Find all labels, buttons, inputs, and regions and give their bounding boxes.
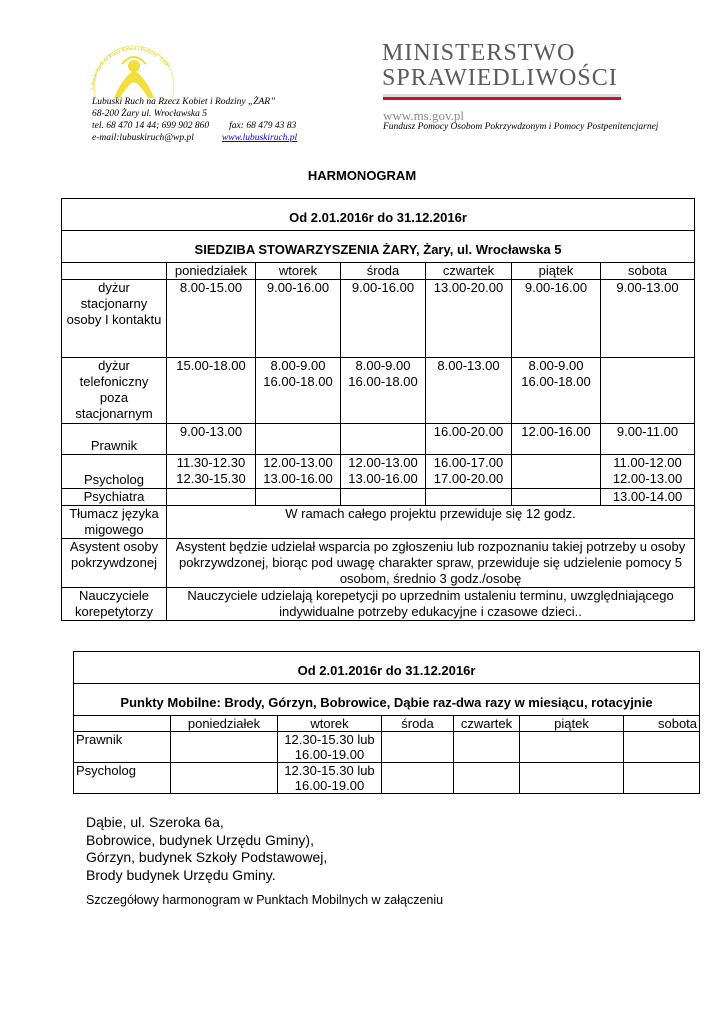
time-cell xyxy=(171,763,278,794)
time-cell: 12.00-13.00 13.00-16.00 xyxy=(256,455,341,489)
time-cell xyxy=(512,489,601,506)
table-row xyxy=(62,539,695,588)
time-cell: 11.30-12.30 12.30-15.30 xyxy=(167,455,256,489)
time-cell: 15.00-18.00 xyxy=(167,358,256,424)
row-label: dyżur stacjonarny osoby I kontaktu xyxy=(62,280,167,358)
org-address: 68-200 Żary ul. Wrocławska 5 xyxy=(92,109,207,119)
corner-cell xyxy=(62,263,167,280)
time-cell: 13.00-20.00 xyxy=(426,280,512,358)
time-cell xyxy=(454,732,520,763)
time-cell: 12.00-13.00 13.00-16.00 xyxy=(341,455,426,489)
table-row xyxy=(62,424,695,455)
time-cell: 13.00-14.00 xyxy=(601,489,695,506)
time-cell: 8.00-9.00 16.00-18.00 xyxy=(512,358,601,424)
time-cell xyxy=(256,489,341,506)
time-cell: 9.00-13.00 xyxy=(601,280,695,358)
time-cell xyxy=(341,424,426,455)
day-header-1: wtorek xyxy=(278,716,382,732)
table-row xyxy=(62,358,695,424)
time-cell xyxy=(382,732,454,763)
period-header: Od 2.01.2016r do 31.12.2016r xyxy=(62,199,695,231)
mobile-location-header: Punkty Mobilne: Brody, Górzyn, Bobrowice, Dąbie raz-dwa razy w miesiącu, rotacyjnie xyxy=(74,684,700,716)
span-cell: Nauczyciele udzielają korepetycji po uprzednim ustaleniu terminu, uwzględniającego indywidualne potrzeby edukacyjne i czasowe dzieci.. xyxy=(167,588,695,621)
location-item: Górzyn, budynek Szkoły Podstawowej, xyxy=(86,849,328,865)
time-cell xyxy=(512,455,601,489)
time-cell xyxy=(382,763,454,794)
table-row xyxy=(74,763,700,794)
corner-cell xyxy=(74,716,171,732)
table-row xyxy=(62,280,695,358)
schedule-table-mobile xyxy=(73,651,700,794)
row-label: Psycholog xyxy=(74,763,171,794)
time-cell xyxy=(426,489,512,506)
day-header-0: poniedziałek xyxy=(167,263,256,280)
time-cell: 9.00-11.00 xyxy=(601,424,695,455)
org-logo xyxy=(84,38,184,100)
mobile-days-header-row xyxy=(74,716,700,732)
time-cell xyxy=(341,489,426,506)
ministry-url: www.ms.gov.pl xyxy=(383,108,465,123)
row-label: Prawnik xyxy=(74,732,171,763)
table-row xyxy=(62,455,695,489)
page-title: HARMONOGRAM xyxy=(307,168,417,183)
time-cell xyxy=(171,732,278,763)
schedule-table-office xyxy=(61,198,695,621)
time-cell: 8.00-9.00 16.00-18.00 xyxy=(341,358,426,424)
time-cell: 12.30-15.30 lub 16.00-19.00 xyxy=(278,732,382,763)
table-row xyxy=(74,732,700,763)
span-cell: W ramach całego projektu przewiduje się 12 godz. xyxy=(167,506,695,539)
time-cell: 11.00-12.00 12.00-13.00 xyxy=(601,455,695,489)
day-header-4: piątek xyxy=(520,716,624,732)
time-cell: 9.00-16.00 xyxy=(256,280,341,358)
time-cell xyxy=(454,763,520,794)
time-cell: 8.00-15.00 xyxy=(167,280,256,358)
table-row xyxy=(62,506,695,539)
org-contact-block xyxy=(92,96,297,144)
svg-text:Lubuski Ruch na Rzecz Kobiet i: Lubuski Ruch na Rzecz Kobiet i Rodziny "ŻAR" xyxy=(89,45,171,91)
time-cell: 9.00-16.00 xyxy=(512,280,601,358)
span-cell: Asystent będzie udzielał wsparcia po zgłoszeniu lub rozpoznaniu takiej potrzeby u osoby pokrzywdzonej, biorąc pod uwagę charakter spraw, przewiduje się udzielenie pomocy 5 osobom, średnio 3 godz./osobę xyxy=(167,539,695,588)
mobile-locations-list xyxy=(86,814,327,884)
org-fax: fax: 68 479 43 83 xyxy=(229,121,297,131)
day-header-5: sobota xyxy=(601,263,695,280)
fund-name: Fundusz Pomocy Osobom Pokrzywdzonym i Pomocy Postpenitencjarnej xyxy=(383,122,659,132)
day-header-2: środa xyxy=(382,716,454,732)
table-row xyxy=(62,588,695,621)
location-item: Brody budynek Urzędu Gminy. xyxy=(86,866,276,883)
flag-stripe xyxy=(383,94,621,100)
location-item: Bobrowice, budynek Urzędu Gminy), xyxy=(86,831,314,848)
row-label: Tłumacz języka migowego xyxy=(62,506,167,539)
time-cell xyxy=(624,732,700,763)
org-name: Lubuski Ruch na Rzecz Kobiet i Rodziny „ŻAR” xyxy=(92,97,276,107)
day-header-3: czwartek xyxy=(426,263,512,280)
ministry-name-line1: MINISTERSTWO xyxy=(382,40,576,66)
day-header-5: sobota xyxy=(624,716,700,732)
days-header-row xyxy=(62,263,695,280)
time-cell: 8.00-13.00 xyxy=(426,358,512,424)
day-header-1: wtorek xyxy=(256,263,341,280)
time-cell: 9.00-13.00 xyxy=(167,424,256,455)
location-item: Dąbie, ul. Szeroka 6a, xyxy=(86,814,224,830)
time-cell xyxy=(601,358,695,424)
time-cell: 12.30-15.30 lub 16.00-19.00 xyxy=(278,763,382,794)
row-label: Asystent osoby pokrzywdzonej xyxy=(62,539,167,588)
time-cell: 16.00-17.00 17.00-20.00 xyxy=(426,455,512,489)
time-cell xyxy=(520,732,624,763)
day-header-0: poniedziałek xyxy=(171,716,278,732)
footnote: Szczegółowy harmonogram w Punktach Mobilnych w załączeniu xyxy=(86,893,444,907)
time-cell xyxy=(520,763,624,794)
table-row xyxy=(62,489,695,506)
ministry-name-line2: SPRAWIEDLIWOŚCI xyxy=(382,65,618,91)
day-header-4: piątek xyxy=(512,263,601,280)
time-cell: 9.00-16.00 xyxy=(341,280,426,358)
org-website-link[interactable]: www.lubuskiruch.pl xyxy=(221,133,298,143)
time-cell xyxy=(624,763,700,794)
row-label: Prawnik xyxy=(62,424,167,455)
time-cell: 8.00-9.00 16.00-18.00 xyxy=(256,358,341,424)
time-cell xyxy=(256,424,341,455)
day-header-2: środa xyxy=(341,263,426,280)
day-header-3: czwartek xyxy=(454,716,520,732)
row-label: Nauczyciele korepetytorzy xyxy=(62,588,167,621)
row-label: dyżur telefoniczny poza stacjonarnym xyxy=(62,358,167,424)
row-label: Psycholog xyxy=(62,455,167,489)
time-cell: 12.00-16.00 xyxy=(512,424,601,455)
mobile-period-header: Od 2.01.2016r do 31.12.2016r xyxy=(74,652,700,684)
org-email: e-mail:lubuskiruch@wp.pl xyxy=(92,133,194,143)
row-label: Psychiatra xyxy=(62,489,167,506)
time-cell: 16.00-20.00 xyxy=(426,424,512,455)
location-header: SIEDZIBA STOWARZYSZENIA ŻARY, Żary, ul. Wrocławska 5 xyxy=(62,231,695,263)
time-cell xyxy=(167,489,256,506)
org-phone: tel. 68 470 14 44; 699 902 860 xyxy=(92,121,210,131)
